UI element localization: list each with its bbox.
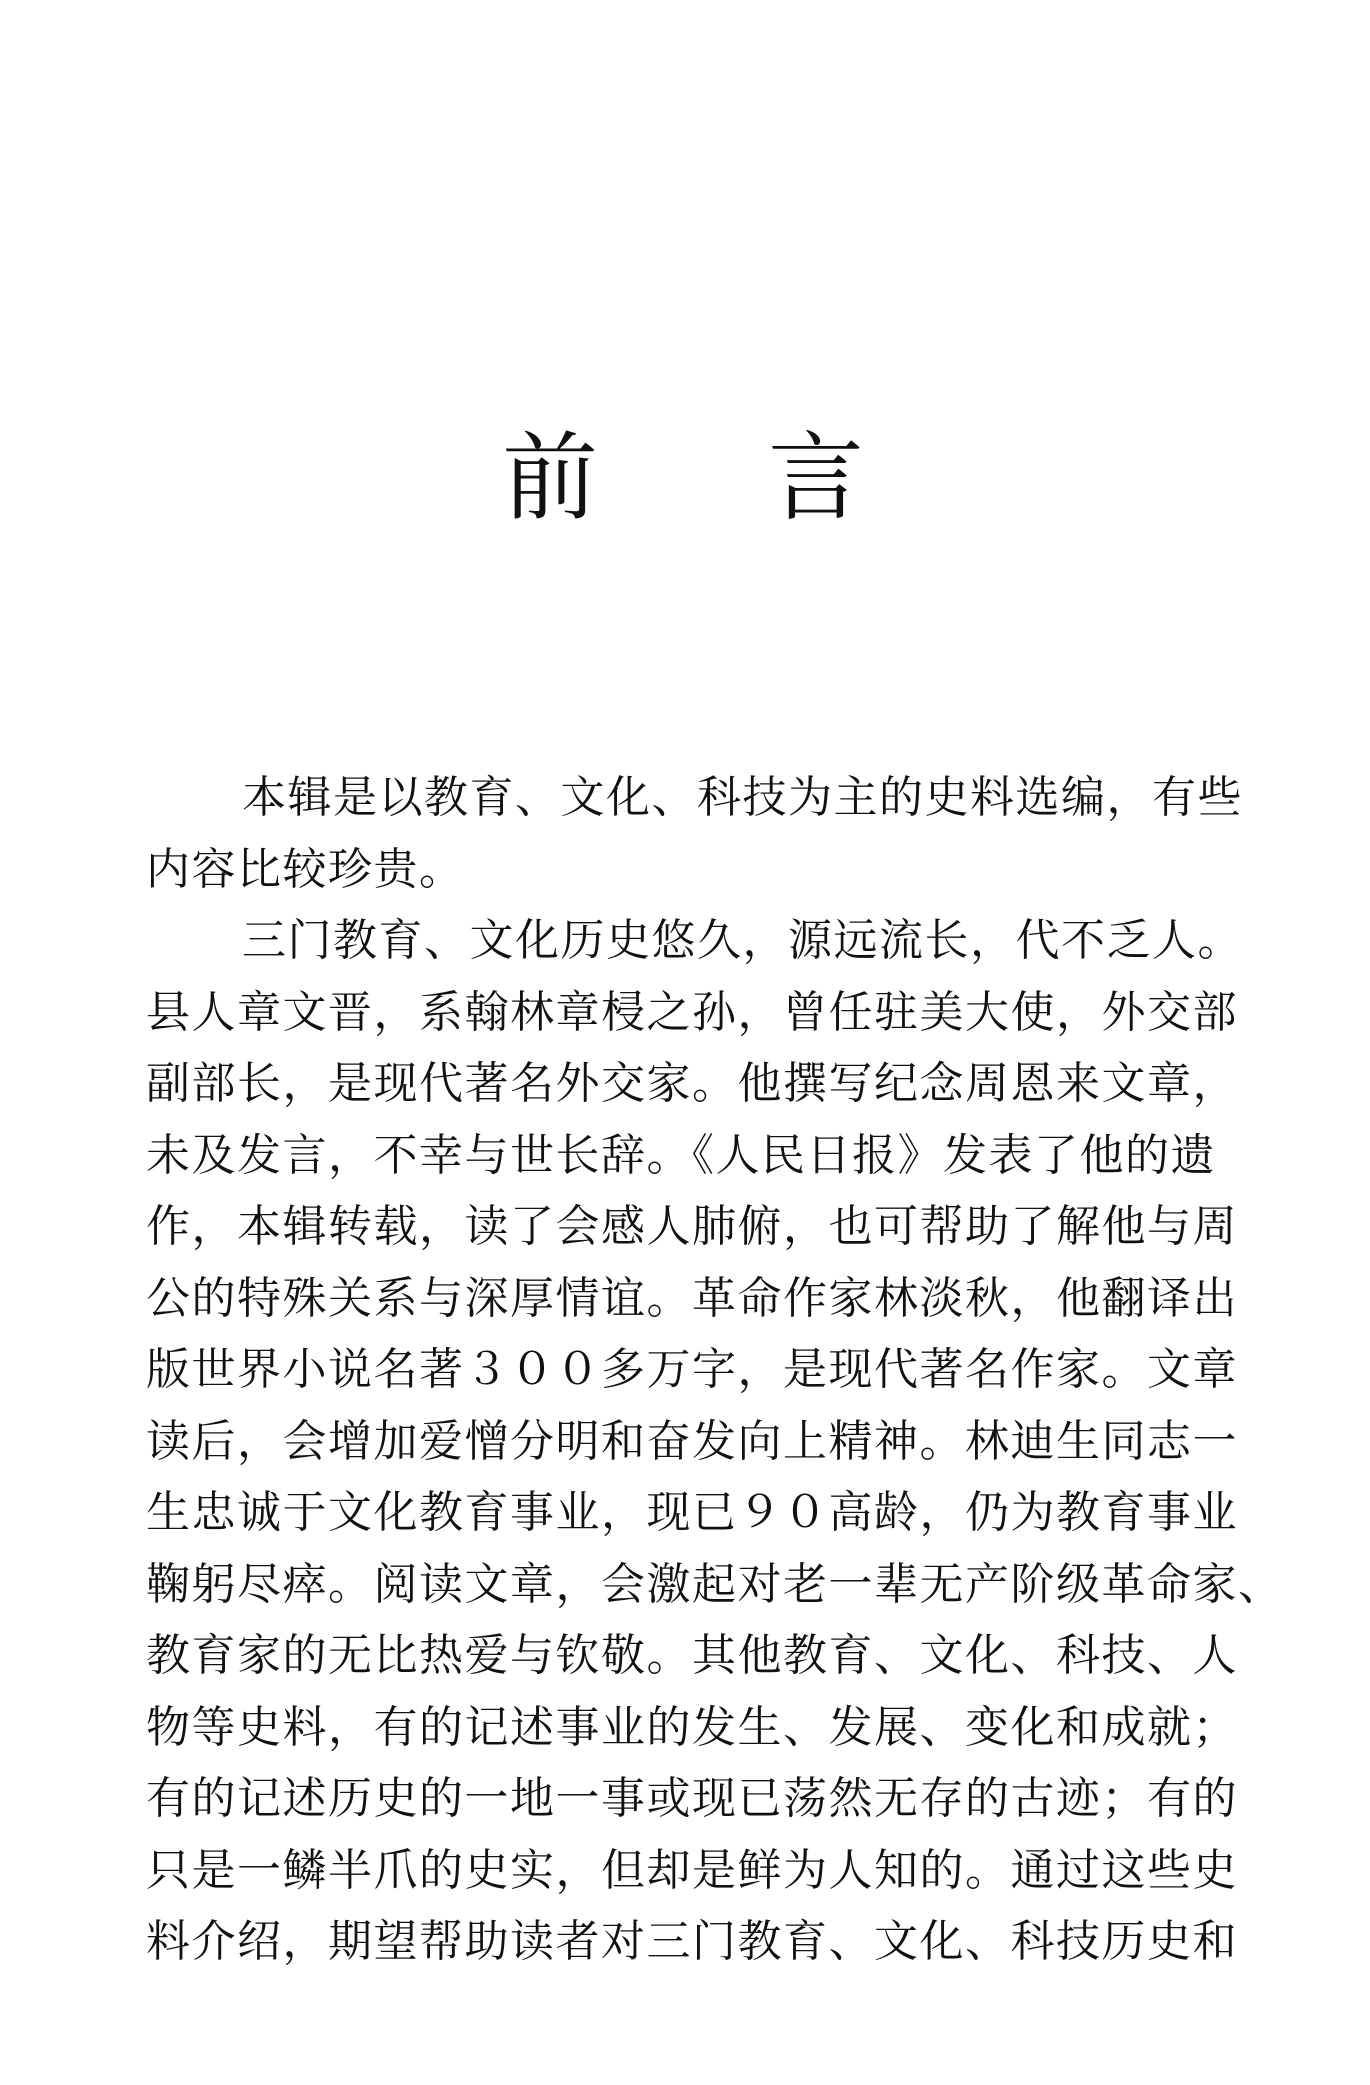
text-line: 料介绍，期望帮助读者对三门教育、文化、科技历史和 bbox=[146, 1916, 1238, 1967]
text-line: 教育家的无比热爱与钦敬。其他教育、文化、科技、人 bbox=[146, 1630, 1238, 1681]
text-line: 生忠诚于文化教育事业，现已９０高龄，仍为教育事业 bbox=[146, 1487, 1238, 1538]
text-line: 未及发言，不幸与世长辞。《人民日报》发表了他的遗 bbox=[146, 1129, 1216, 1181]
text-line: 读后，会增加爱憎分明和奋发向上精神。林迪生同志一 bbox=[146, 1415, 1238, 1467]
text-line: 版世界小说名著３００多万字，是现代著名作家。文章 bbox=[146, 1344, 1238, 1395]
text-line: 物等史料，有的记述事业的发生、发展、变化和成就； bbox=[146, 1701, 1238, 1753]
text-line: 三门教育、文化历史悠久，源远流长，代不乏人。 bbox=[242, 915, 1243, 966]
text-line: 作，本辑转载，读了会感人肺俯，也可帮助了解他与周 bbox=[146, 1201, 1238, 1252]
text-line: 鞠躬尽瘁。阅读文章，会激起对老一辈无产阶级革命家、 bbox=[146, 1558, 1284, 1610]
text-line: 内容比较珍贵。 bbox=[146, 843, 465, 895]
text-line: 有的记述历史的一地一事或现已荡然无存的古迹；有的 bbox=[146, 1773, 1238, 1824]
text-line: 副部长，是现代著名外交家。他撰写纪念周恩来文章， bbox=[146, 1058, 1238, 1109]
page-title bbox=[0, 418, 1370, 538]
text-line: 公的特殊关系与深厚情谊。革命作家林淡秋，他翻译出 bbox=[146, 1272, 1238, 1324]
title-char-2: 言 bbox=[768, 422, 864, 534]
text-line: 本辑是以教育、文化、科技为主的史料选编，有些 bbox=[242, 772, 1243, 823]
text-line: 县人章文晋，系翰林章梫之孙，曾任驻美大使，外交部 bbox=[146, 986, 1238, 1038]
title-char-1: 前 bbox=[502, 422, 598, 534]
text-line: 只是一鳞半爪的史实，但却是鲜为人知的。通过这些史 bbox=[146, 1844, 1238, 1896]
preface-body bbox=[146, 762, 1284, 1978]
